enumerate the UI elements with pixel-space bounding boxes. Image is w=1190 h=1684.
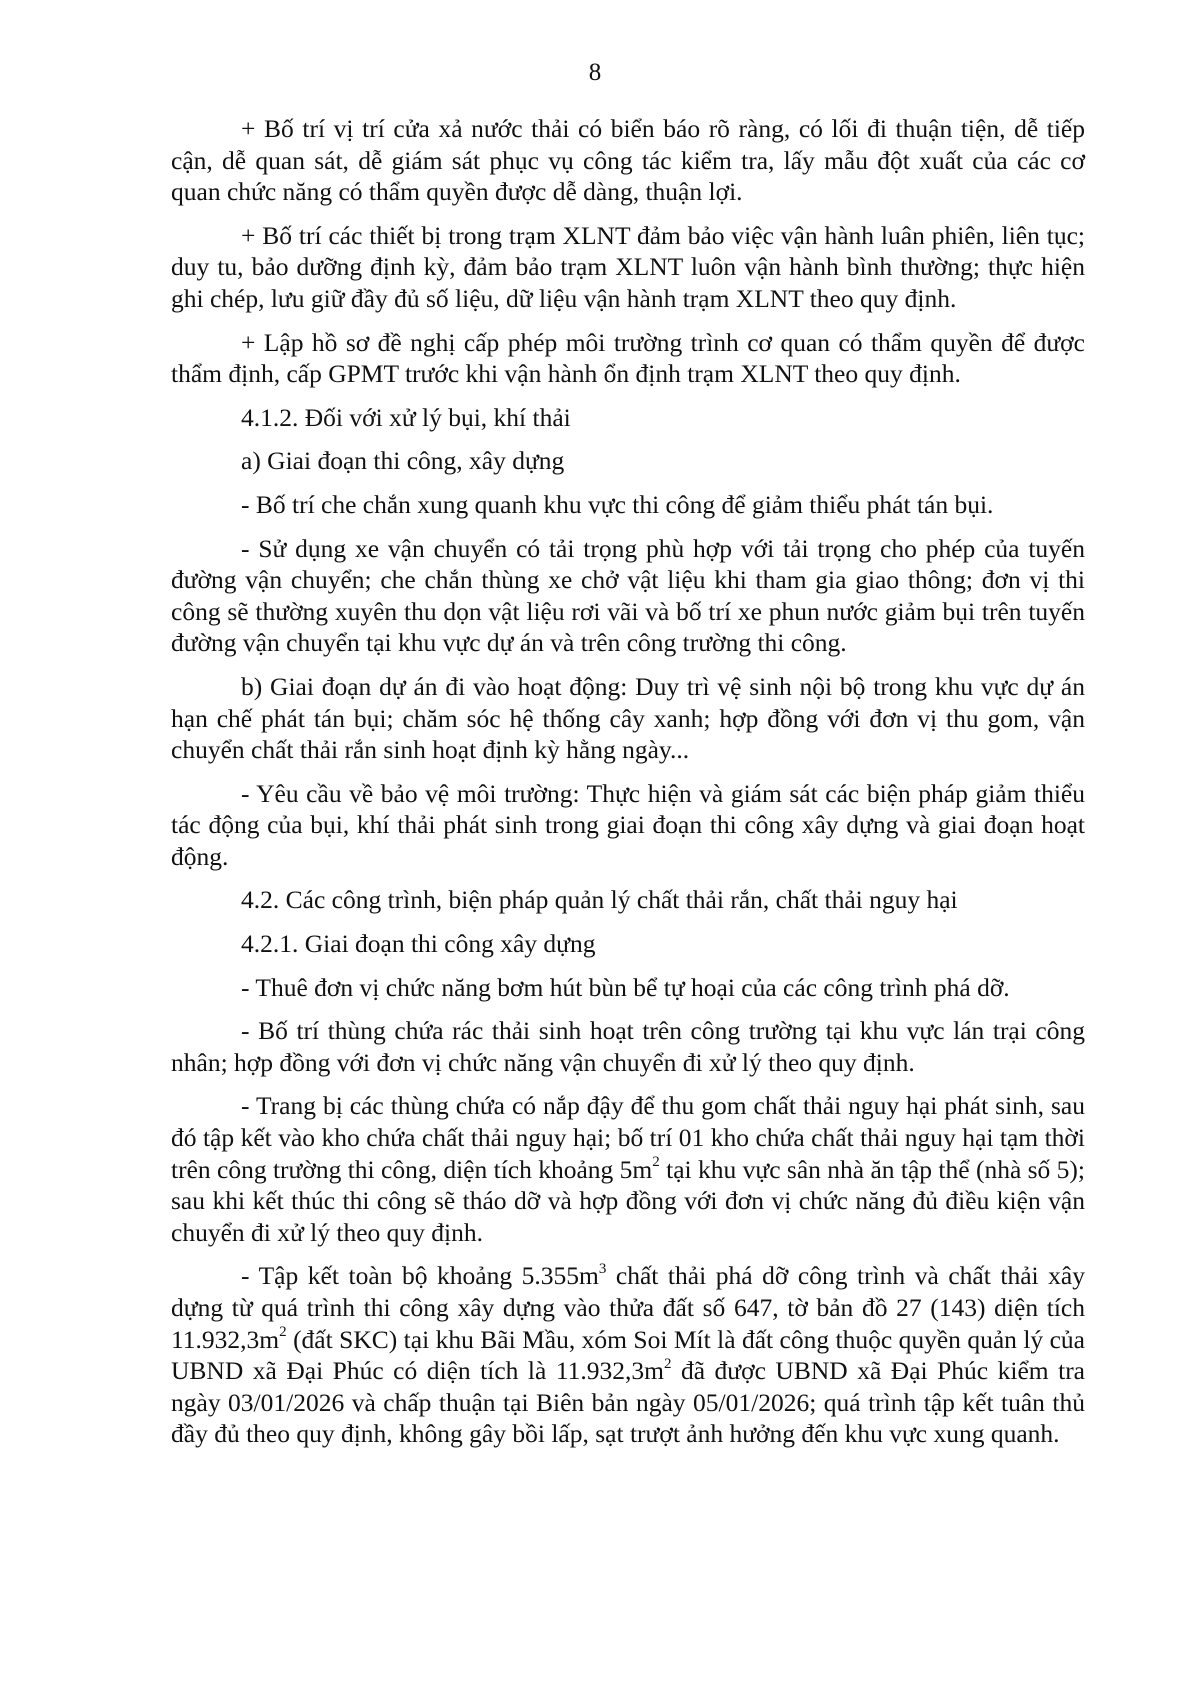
- paragraph-operation-phase: b) Giai đoạn dự án đi vào hoạt động: Duy trì vệ sinh nội bộ trong khu vực dự án hạn chế phát tán bụi; chăm sóc hệ thống cây xanh; hợp đồng với đơn vị thu gom, vận chuyển chất thải rắn sinh hoạt định kỳ hằng ngày...: [171, 671, 1085, 765]
- superscript: 2: [279, 1324, 287, 1341]
- subheading-construction-phase: a) Giai đoạn thi công, xây dựng: [241, 446, 565, 476]
- debris-text-1: - Tập kết toàn bộ khoảng 5.355m: [241, 1261, 599, 1291]
- document-body: [171, 113, 1085, 1462]
- hazard-text-1: - Trang bị các thùng chứa có nắp đậy để thu gom chất thải nguy hại phát sinh, sau đó tập kết vào kho chứa chất thải nguy hại; bố trí 01 kho chứa chất thải nguy hại tạm thời trên công trường thi công, diện tích khoảng 5m: [171, 1091, 1085, 1184]
- paragraph-outlet-signage: + Bố trí vị trí cửa xả nước thải có biển báo rõ ràng, có lối đi thuận tiện, dễ tiếp cận, dễ quan sát, dễ giám sát phục vụ công tác kiểm tra, lấy mẫu đột xuất của các cơ quan chức năng có thẩm quyền được dễ dàng, thuận lợi.: [171, 114, 1085, 207]
- paragraph-septic-sludge: - Thuê đơn vị chức năng bơm hút bùn bể tự hoại của các công trình phá dỡ.: [241, 972, 1010, 1002]
- paragraph-household-waste-bins: - Bố trí thùng chứa rác thải sinh hoạt trên công trường tại khu vực lán trại công nhân; hợp đồng với đơn vị chức năng vận chuyển đi xử lý theo quy định.: [171, 1016, 1085, 1077]
- debris-text-4: đã được UBND xã Đại Phúc kiểm tra ngày 03/01/2026 và chấp thuận tại Biên bản ngày 05/01/2026; quá trình tập kết tuân thủ đầy đủ theo quy định, không gây bồi lấp, sạt trượt ảnh hưởng đến khu vực xung quanh.: [171, 1356, 1086, 1449]
- paragraph-wwtp-equipment: + Bố trí các thiết bị trong trạm XLNT đảm bảo việc vận hành luân phiên, liên tục; duy tu, bảo dưỡng định kỳ, đảm bảo trạm XLNT luôn vận hành bình thường; thực hiện ghi chép, lưu giữ đầy đủ số liệu, dữ liệu vận hành trạm XLNT theo quy định.: [171, 220, 1085, 313]
- section-heading-dust-emissions: 4.1.2. Đối với xử lý bụi, khí thải: [241, 402, 571, 432]
- paragraph-transport-vehicles: - Sử dụng xe vận chuyển có tải trọng phù hợp với tải trọng cho phép của tuyến đường vận chuyển; che chắn thùng xe chở vật liệu khi tham gia giao thông; đơn vị thi công sẽ thường xuyên thu dọn vật liệu rơi vãi và bố trí xe phun nước giảm bụi trên tuyến đường vận chuyển tại khu vực dự án và trên công trường thi công.: [171, 533, 1085, 658]
- superscript: 3: [598, 1260, 607, 1277]
- debris-text-3: (đất SKC) tại khu Bãi Mầu, xóm Soi Mít là đất công thuộc quyền quản lý của UBND xã Đại Phúc có diện tích là 11.932,3m: [171, 1324, 1085, 1386]
- hazard-text-2: tại khu vực sân nhà ăn tập thể (nhà số 5); sau khi kết thúc thi công sẽ tháo dỡ và hợp đồng với đơn vị chức năng đủ điều kiện vận chuyển đi xử lý theo quy định.: [171, 1154, 1086, 1247]
- paragraph-demolition-debris: [171, 1260, 1085, 1450]
- subheading-construction-phase-waste: 4.2.1. Giai đoạn thi công xây dựng: [241, 929, 596, 959]
- superscript: 2: [663, 1355, 672, 1372]
- superscript: 2: [652, 1154, 660, 1171]
- debris-text-2: chất thải phá dỡ công trình và chất thải xây dựng từ quá trình thi công xây dựng vào thửa đất số 647, tờ bản đồ 27 (143) diện tích 11.932,3m: [171, 1261, 1085, 1354]
- paragraph-dust-screening: - Bố trí che chắn xung quanh khu vực thi công để giảm thiểu phát tán bụi.: [241, 489, 994, 519]
- section-heading-solid-waste: 4.2. Các công trình, biện pháp quản lý chất thải rắn, chất thải nguy hại: [241, 885, 958, 915]
- paragraph-environment-requirements: - Yêu cầu về bảo vệ môi trường: Thực hiện và giám sát các biện pháp giảm thiểu tác động của bụi, khí thải phát sinh trong giai đoạn thi công xây dựng và giai đoạn hoạt động.: [171, 778, 1085, 871]
- paragraph-hazardous-waste: [171, 1090, 1085, 1248]
- paragraph-permit-dossier: + Lập hồ sơ đề nghị cấp phép môi trường trình cơ quan có thẩm quyền để được thẩm định, cấp GPMT trước khi vận hành ổn định trạm XLNT theo quy định.: [171, 327, 1085, 389]
- page-number: 8: [588, 59, 602, 86]
